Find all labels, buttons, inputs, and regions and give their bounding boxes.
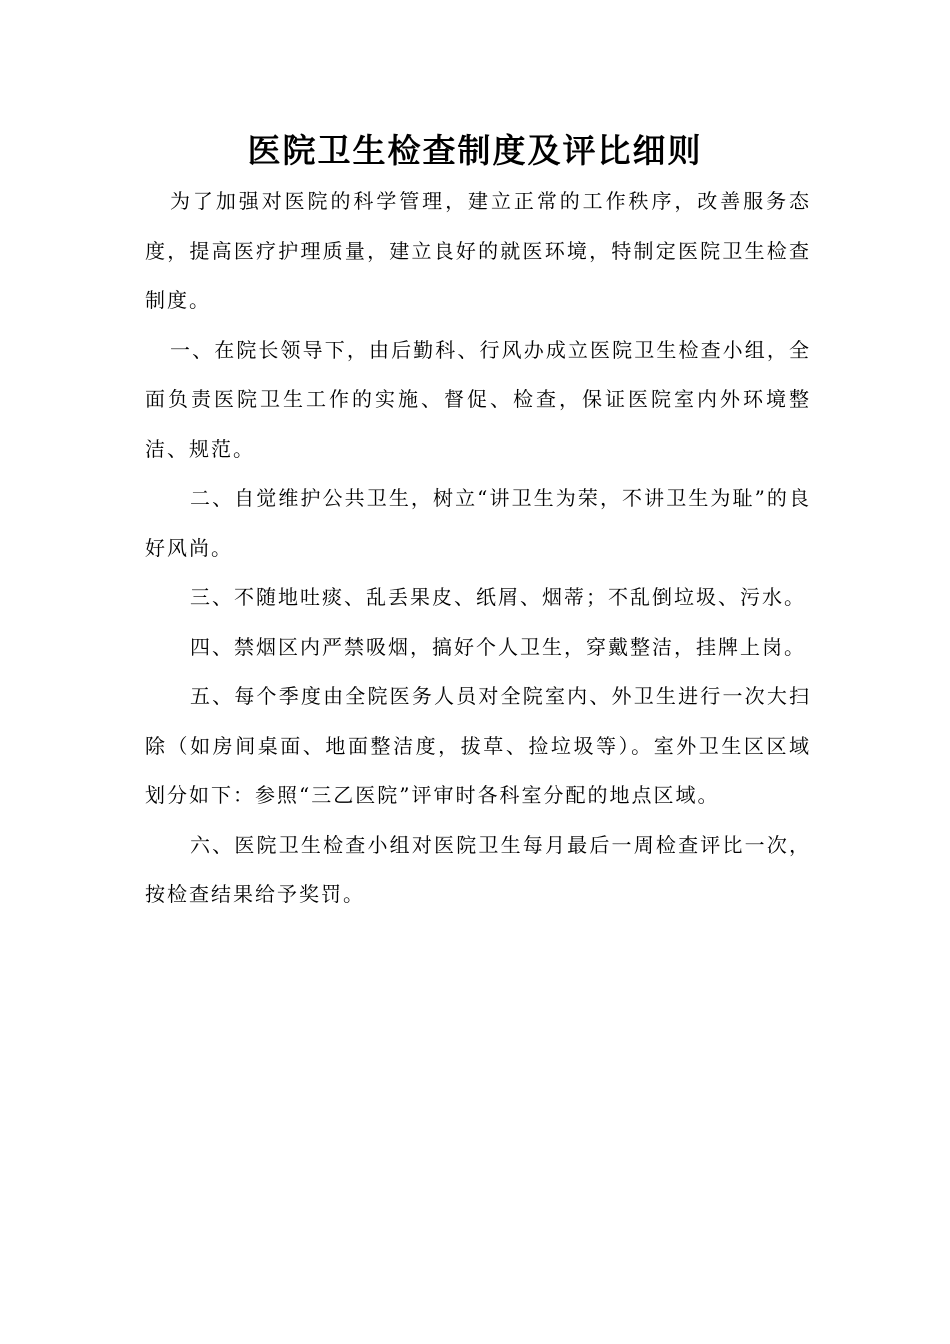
paragraph-item-2: 二、自觉维护公共卫生，树立“讲卫生为荣，不讲卫生为耻”的良好风尚。 [145,486,811,560]
document-body [145,177,811,920]
paragraph-item-1: 一、在院长领导下，由后勤科、行风办成立医院卫生检查小组，全面负责医院卫生工作的实施、督促、检查，保证医院室内外环境整洁、规范。 [145,337,811,461]
document-title: 医院卫生检查制度及评比细则 [247,131,703,170]
paragraph-intro: 为了加强对医院的科学管理，建立正常的工作秩序，改善服务态度，提高医疗护理质量，建立良好的就医环境，特制定医院卫生检查制度。 [145,189,811,312]
paragraph-item-5: 五、每个季度由全院医务人员对全院室内、外卫生进行一次大扫除（如房间桌面、地面整洁度，拔草、捡垃圾等）。室外卫生区区域划分如下：参照“三乙医院”评审时各科室分配的地点区域。 [145,684,811,807]
paragraph-item-3: 三、不随地吐痰、乱丢果皮、纸屑、烟蒂；不乱倒垃圾、污水。 [190,585,806,609]
paragraph-item-4: 四、禁烟区内严禁吸烟，搞好个人卫生，穿戴整洁，挂牌上岗。 [190,634,806,659]
paragraph-item-6: 六、医院卫生检查小组对医院卫生每月最后一周检查评比一次，按检查结果给予奖罚。 [145,832,811,906]
